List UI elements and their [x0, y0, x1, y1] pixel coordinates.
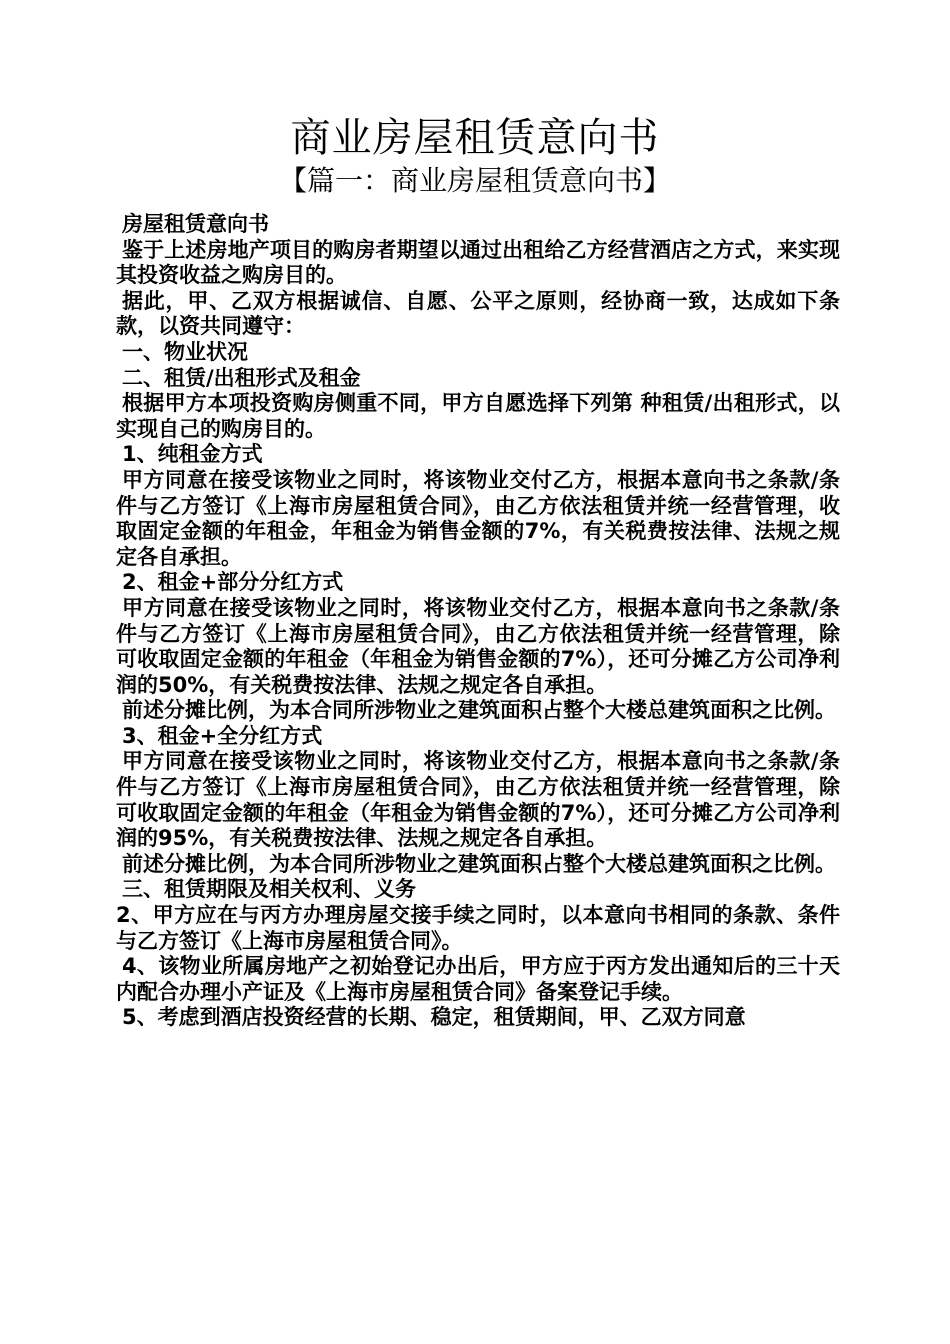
document-title: 商业房屋租赁意向书	[290, 115, 660, 161]
paragraph: 5、考虑到酒店投资经营的长期、稳定，租赁期间，甲、乙双方同意	[122, 1005, 746, 1030]
section-heading: 房屋租赁意向书	[122, 212, 269, 236]
paragraph: 4、该物业所属房地产之初始登记办出后，甲方应于丙方发出通知后的三十天内配合办理小产证及《上海市房屋租赁合同》备案登记手续。	[116, 954, 840, 1004]
paragraph: 甲方同意在接受该物业之同时，将该物业交付乙方，根据本意向书之条款/条件与乙方签订《上海市房屋租赁合同》，由乙方依法租赁并统一经营管理，收取固定金额的年租金，年租金为销售金额的7%，有关税费按法律、法规之规定各自承担。	[116, 467, 840, 569]
paragraph: 鉴于上述房地产项目的购房者期望以通过出租给乙方经营酒店之方式，来实现其投资收益之购房目的。	[116, 237, 840, 288]
section-heading: 3、租金+全分红方式	[122, 723, 323, 748]
document-body	[116, 212, 840, 1031]
section-heading: 1、纯租金方式	[122, 442, 263, 467]
section-heading: 三、租赁期限及相关权利、义务	[122, 877, 416, 902]
section-heading: 2、租金+部分分红方式	[122, 570, 344, 595]
paragraph: 前述分摊比例，为本合同所涉物业之建筑面积占整个大楼总建筑面积之比例。	[122, 851, 836, 876]
paragraph: 据此，甲、乙双方根据诚信、自愿、公平之原则，经协商一致，达成如下条款，以资共同遵守：	[116, 288, 840, 339]
paragraph: 前述分摊比例，为本合同所涉物业之建筑面积占整个大楼总建筑面积之比例。	[122, 698, 836, 723]
paragraph: 2、甲方应在与丙方办理房屋交接手续之同时，以本意向书相同的条款、条件与乙方签订《上海市房屋租赁合同》。	[116, 903, 840, 953]
paragraph: 甲方同意在接受该物业之同时，将该物业交付乙方，根据本意向书之条款/条件与乙方签订《上海市房屋租赁合同》，由乙方依法租赁并统一经营管理，除可收取固定金额的年租金（年租金为销售金额的7%），还可分摊乙方公司净利润的95%，有关税费按法律、法规之规定各自承担。	[116, 749, 840, 851]
document-subtitle: 【篇一：商业房屋租赁意向书】	[278, 164, 671, 197]
paragraph: 甲方同意在接受该物业之同时，将该物业交付乙方，根据本意向书之条款/条件与乙方签订《上海市房屋租赁合同》，由乙方依法租赁并统一经营管理，除可收取固定金额的年租金（年租金为销售金额的7%），还可分摊乙方公司净利润的50%，有关税费按法律、法规之规定各自承担。	[116, 595, 840, 697]
section-heading: 二、租赁/出租形式及租金	[122, 365, 361, 390]
paragraph: 根据甲方本项投资购房侧重不同，甲方自愿选择下列第 种租赁/出租形式，以实现自己的购房目的。	[116, 391, 840, 441]
section-heading: 一、物业状况	[122, 339, 248, 364]
